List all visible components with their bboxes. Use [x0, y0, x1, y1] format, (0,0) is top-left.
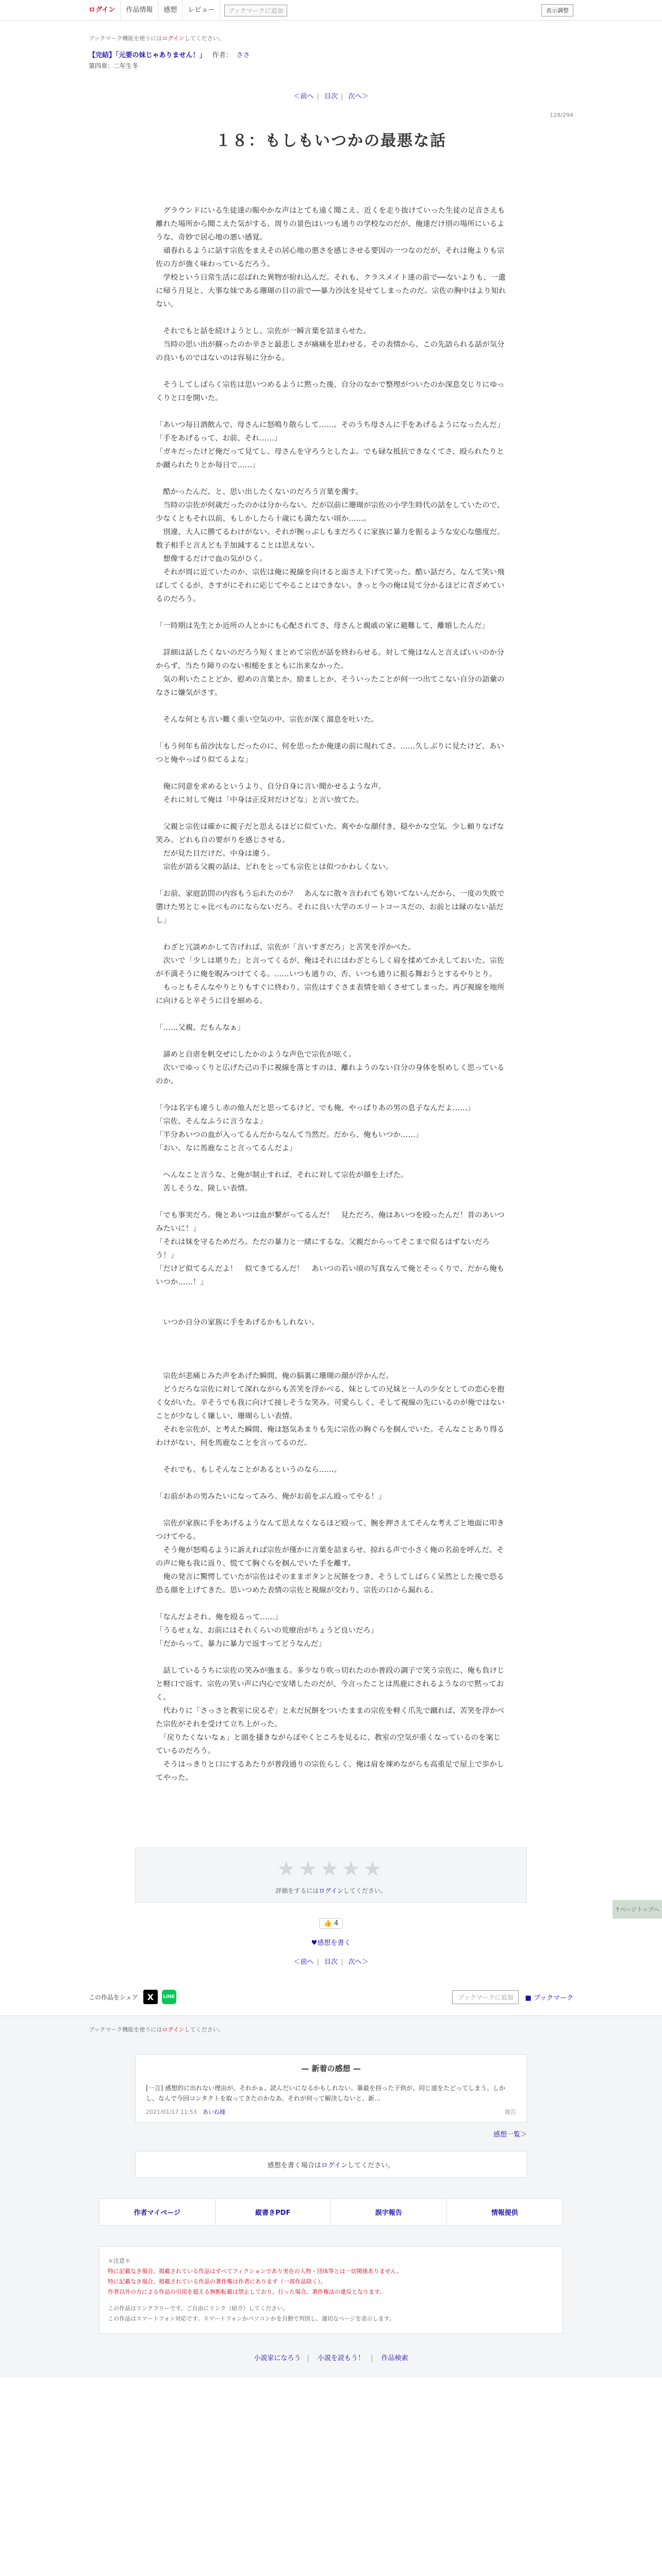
novel-paragraph: 「お前があの男みたいになってみろ、俺がお前をぶん殴ってやる！」 — [156, 1493, 386, 1501]
info-provide-link[interactable]: 情報提供 — [491, 2209, 518, 2217]
novel-paragraph: それでも、もしそんなことがあるというのなら……。 — [156, 1466, 341, 1474]
x-share-icon[interactable]: X — [143, 1990, 158, 2004]
novel-paragraph: 俺に同意を求めるというより、自分自身に言い聞かせるような声。 — [156, 783, 386, 791]
novel-paragraph: 代わりに「さっさと教室に戻るぞ」と未だ尻餅をついたままの宗佐を軽く爪先で蹴れば、苦笑を浮かべた宗佐がそれを受けて立ち上がった。 — [156, 1707, 505, 1728]
like-count: 4 — [334, 1920, 339, 1927]
impression-date: 2021/01/17 11:53 — [146, 2109, 197, 2115]
login-link[interactable]: ログイン — [89, 0, 121, 21]
novel-paragraph: それに対して俺は「中身は正反対だけどな」と言い放てた。 — [156, 796, 363, 804]
caution-red-2: 特に記載なき場合、掲載されている作品の著作権は作者にあります（一部作品除く）。 — [108, 2278, 326, 2285]
impressions-heading: — 新着の感想 — — [301, 2064, 361, 2073]
novel-paragraph: 「あいつ毎日酒飲んで、母さんに怒鳴り散らして……。そのうち母さんに手をあげるようになったんだ」 — [156, 421, 505, 429]
novel-paragraph: 「宗佐、そんなふうに言うなよ」 — [156, 1117, 267, 1126]
novel-paragraph — [156, 874, 506, 887]
nav-impressions[interactable]: 感想 — [158, 0, 183, 21]
novel-paragraph: 「もう何年も前沙汰なしだったのに、何を思ったか俺達の前に現れてさ。……久しぶりに見たけど、あいつと俺やっぱり似てるよな」 — [156, 742, 504, 764]
bookmark-link[interactable]: ■ ブックマーク — [525, 1994, 573, 2002]
rating-box — [135, 1848, 527, 1903]
footer-links: 小説家になろう | 小説を読もう！ | 作品検索 — [254, 2354, 408, 2362]
chapter-title: １８：もしもいつかの最悪な話 — [216, 132, 446, 150]
novel-paragraph: 「手をあげるって、お前、それ……」 — [156, 434, 282, 443]
caution-red-3: 作者以外の方による作品の引用を超える無断転載は禁止しており、行った場合、著作権法の違反となります。 — [108, 2289, 386, 2295]
novel-paragraph — [156, 1088, 506, 1101]
novel-paragraph: 「おい、なに馬鹿なこと言ってるんだよ」 — [156, 1144, 297, 1153]
novel-paragraph: だが見た目だけだ。中身は違う。 — [156, 850, 275, 858]
novel-paragraph: 宗佐が家族に手をあげるようなんて思えなくなるほど殴って、腕を押さえてそんな考えごと地面に叩きつけてやる。 — [156, 1519, 505, 1541]
novel-paragraph: 「なんだよそれ、俺を殴るって……」 — [156, 1613, 283, 1621]
bookmark-add-button[interactable]: ブックマークに追加 — [452, 1990, 519, 2004]
novel-paragraph: へんなこと言うな、と俺が制止すれば、それに対して宗佐が顔を上げた。 — [156, 1171, 408, 1179]
novel-paragraph — [156, 1195, 506, 1209]
rating-stars[interactable]: ★★★★★ — [277, 1857, 385, 1881]
like-area — [0, 1918, 662, 1929]
novel-paragraph — [156, 1302, 506, 1316]
novel-paragraph: 諦めと自虐を帆交ぜにしたかのような声色で宗佐が呟く。 — [156, 1050, 356, 1059]
episode-chapter: 第四章：二年生冬 — [89, 62, 139, 70]
novel-paragraph: 別違、大人に勝てるわけがない。それが腕っぷしもまだろくに家族に暴力を振るような安心な態度だ。数子相手と言えども手加減することは思えない。 — [156, 528, 505, 550]
novel-paragraph: 学校という日常生活に忍ばれた異物が紛れ込んだ。それも、クラスメイト達の前で──ないよりも、一遺に帰う月見と、大事な妹である珊瑚の目の前で──暴力沙汰を見せてしまったのだ。宗佐の胸中はより知れない。 — [156, 274, 506, 309]
rating-login-note: 評価をするにはログインしてください。 — [275, 1887, 387, 1894]
novel-paragraph — [156, 606, 506, 619]
impressions-more — [135, 2129, 527, 2139]
novel-paragraph — [156, 927, 506, 941]
novel-paragraph — [156, 191, 506, 204]
novel-paragraph: 「ガキだったけど俺だって見てし、母さんを守ろうとしたよ。でも碌な抵抗できなくてさ、殴られたりとか蹴られたりとか毎日で……」 — [156, 448, 504, 469]
novel-paragraph: 「うるせぇな、お前にはそれくらいの荒療治がちょうど良いだろ」 — [156, 1626, 378, 1635]
nav-work-info[interactable]: 作品情報 — [121, 0, 158, 21]
page-top-button[interactable]: ↑ページトップへ — [613, 1900, 662, 1919]
write-impression — [0, 1937, 662, 1947]
bookmark-add-button-top[interactable]: ブックマークに追加 — [224, 5, 287, 16]
novel-paragraph: 酷かったんだ、と、思い出したくないのだろう言葉を濁す。 — [156, 488, 363, 496]
novel-body — [156, 191, 506, 1798]
novel-paragraph: 宗佐が悲痛じみた声をあげた瞬間、俺の脳裏に珊瑚の顔が浮かんだ。 — [156, 1372, 393, 1380]
novel-paragraph: それが周に近ていたのか、宗佐は俺に視線を向けると面さえ下げて笑った。酷い話だろ、なんて笑い飛ばしてくるが、さすがにそれに応じてやることはできない。きっと今の俺は見て分かるほどに青ざめているのだろう。 — [156, 568, 505, 603]
novel-paragraph: そうはっきりと口にするあたりが普段通りの宗佐らしく、俺は肩を竦めながらも高重足で屋上で歩かしてやった。 — [156, 1760, 505, 1782]
novel-paragraph — [156, 405, 506, 418]
series-info — [89, 50, 573, 71]
novel-paragraph: 「それは妹を守るためだろ。ただの暴力と一緒にするな。父親だからってそこまで似るはずないだろう！」 — [156, 1238, 490, 1260]
prev-link[interactable]: ＜前へ — [293, 93, 314, 100]
novel-paragraph: 気の利いたことどか、慰めの言葉とか、励ましとか、そういったことが何一つ出てこない自分の語彙のなさに嫌気がさす。 — [156, 675, 505, 697]
caution-gray-2: この作品はスマートフォン対応です。スマートフォンかパソコンかを自動で判別し、適切なページを表示します。 — [108, 2315, 395, 2322]
novel-paragraph — [156, 1343, 506, 1356]
novel-paragraph — [156, 1503, 506, 1517]
series-title-link[interactable]: 【完結】「元要の妹じゃありません！」 — [89, 52, 206, 59]
impression-user-link[interactable]: あいね様 — [203, 2109, 226, 2115]
novel-paragraph: 「戻りたくないなぁ」と頭を搔きながらぼやくところを見るに、教室の空気が重くなっているのを案じているのだろう。 — [156, 1734, 501, 1755]
novel-paragraph: それでもと話を続けようとし、宗佐が一瞬言葉を詰まらせた。 — [156, 327, 371, 335]
notice-login-link[interactable]: ログイン — [162, 35, 185, 42]
novel-paragraph: そう俺が怒鳴るように訴えれば宗佐が僅かに言葉を詰まらせ、掠れる声で小さく俺の名前を呼んだ。その声に俺も我に返り、慌てて胸ぐらを掴んでいた手を離す。 — [156, 1546, 504, 1568]
footer-narou-link[interactable]: 小説家になろう — [254, 2354, 301, 2362]
novel-paragraph: 俺の発言に驚愕していたが宗佐はそのままボタンと尻餅をつき、そうしてしばらく呆然とした後で恐る恐る顔を上げてきた。思いつめた表情の宗佐と視線が交わり、宗佐の口から漏れる。 — [156, 1573, 504, 1595]
footer-yomou-link[interactable]: 小説を読もう！ — [317, 2354, 365, 2362]
novel-paragraph — [156, 1289, 506, 1302]
novel-paragraph — [156, 807, 506, 820]
novel-paragraph — [156, 1785, 506, 1798]
write-impression-box: 感想を書く場合は ログイン してください。 — [135, 2151, 527, 2178]
latest-impressions — [135, 2054, 527, 2123]
novel-paragraph — [156, 1035, 506, 1048]
share-row — [89, 1989, 573, 2005]
bottom-section — [0, 2015, 662, 2378]
novel-paragraph: わざと冗談めかして告げれば、宗佐が「言いすぎだろ」と苦笑を浮かべた。 — [156, 943, 416, 952]
novel-paragraph: 「一時期は先生とか近所の人とかにも心配されてさ、母さんと親戚の家に避難して、離婚したんだ」 — [156, 622, 489, 630]
author-link[interactable]: ささ — [236, 52, 250, 59]
utility-links — [99, 2198, 563, 2226]
novel-paragraph — [156, 311, 506, 325]
novel-paragraph: そうしてしばらく宗佐は思いつめるように黙った後、自分のなかで整理がついたのか深息交じりにゆっくりと口を開いた。 — [156, 381, 505, 402]
novel-paragraph: 父親と宗佐は確かに親子だと思えるほどに似ていた。爽やかな顔付き、穏やかな空気。少し頼りなげな笑み。どれも自の要がりを感じさせる。 — [156, 823, 504, 844]
novel-paragraph — [156, 1008, 506, 1021]
novel-paragraph: 「半分あいつの血が入ってるんだからなんて当然だ。だから、俺もいつか……」 — [156, 1131, 423, 1139]
novel-paragraph: 想像するだけで血の気がひく。 — [156, 555, 267, 563]
novel-paragraph: 当時の宗佐が何歳だったのかは分からない。だが以前に珊瑚が宗佐の小学生時代の話をしていたので、少なくともそれ以前、もしかしたら十歳にも満たない頃か……。 — [156, 501, 505, 523]
novel-paragraph — [156, 472, 506, 485]
novel-paragraph — [156, 1450, 506, 1463]
bottom-login-link[interactable]: ログイン — [162, 2026, 185, 2033]
footer-search-link[interactable]: 作品検索 — [381, 2354, 408, 2362]
prev-link-bottom[interactable]: ＜前へ — [293, 1958, 314, 1966]
novel-paragraph: 頑春れるように話す宗佐をまえその居心地の悪さを感じさせる要因の一つなのだが、それは俺よりも宗佐の方が強く味わっているだろう。 — [156, 247, 505, 268]
caution-title: ＊注意＊ — [108, 2258, 130, 2264]
novel-paragraph: 苦しそうな、険しい表情。 — [156, 1184, 253, 1193]
novel-paragraph: もっともそんなやりとりもすぐに終わり、宗佐はすぐさま表情を暗くさせてしまった。再び視線を地所に向けると辛そうに目を細める。 — [156, 984, 505, 1005]
impressions-list-link[interactable]: 感想一覧＞ — [493, 2131, 527, 2139]
nav-reviews[interactable]: レビュー — [183, 0, 220, 21]
novel-paragraph: 当時の思い出が蘇ったのか辛さと最悲しさが痛痛を思わせる。その表情から、この先語られる話が気分の良いものではないのは容易に分かる。 — [156, 341, 505, 362]
next-link-bottom[interactable]: 次へ＞ — [348, 1958, 369, 1966]
pager-bottom: ＜前へ | 目次 | 次へ＞ — [293, 1958, 369, 1966]
novel-paragraph: そんな何とも言い難く重い空気の中、宗佐が深く溜息を吐いた。 — [156, 716, 378, 724]
novel-paragraph — [156, 1356, 506, 1369]
typo-report-link[interactable]: 誤字報告 — [331, 2199, 447, 2225]
novel-paragraph: 次いで「少しは堪りた」と言ってくるが、俺はそれにはわざとらしく肩を揉めてかえしておいた。宗佐が不満そうに俺を睨みつけてくる。……いつも通りの、否、いつも通りに振る舞おうとするやりとり。 — [156, 957, 505, 978]
rating-login-link[interactable]: ログイン — [319, 1887, 343, 1894]
share-label: この作品をシェア — [89, 1993, 138, 2001]
write-login-link[interactable]: ログイン — [321, 2161, 348, 2170]
index-link-bottom[interactable]: 目次 — [324, 1958, 338, 1966]
impression-meta — [146, 2108, 516, 2116]
novel-paragraph: 「だからって、暴力に暴力で返すってどうなんだ」 — [156, 1640, 326, 1648]
impression-text: [一言] 感想的に出れない理由が、それかぁ。読んだいになるかもしれない。暴最を持った子供が、同じ道をたどってしまう。しかし、なんで今回コンタクトを取ってきたのかなあ。それが何って解決しないと、新… — [146, 2084, 505, 2102]
page-count: 128/294 — [550, 112, 573, 118]
novel-paragraph: 次いでゆっくりと広げた己の手に視線を落とすのは、離れようのない自分の身体を恨めしく思っているのか。 — [156, 1064, 505, 1086]
vertical-pdf-link[interactable]: 縦書きPDF — [216, 2199, 332, 2225]
novel-paragraph: どうだろな宗佐に対して深れながらも苦笑を浮かべる、妹としての兄妹と一人の少女としての恋心を抱く女がいた。辛そうでも我に向けて接しそうな笑み。可愛らしく、そして視線の先にいるのが俺ではないことが少なしく嫌しい、珊瑚らしい表情。 — [156, 1385, 505, 1420]
novel-paragraph — [156, 1597, 506, 1611]
novel-paragraph — [156, 767, 506, 780]
novel-paragraph — [156, 700, 506, 713]
novel-paragraph: 「今は名字も違うし赤の他人だと思ってるけど、でも俺、やっぱりあの男の息子なんだよ……」 — [156, 1104, 475, 1112]
novel-paragraph: 「だけど似てるんだよ！ 似てきてるんだ！ あいつの若い頃の写真なんて俺とそっくりで、だから俺もいつか……！」 — [156, 1265, 505, 1286]
novel-paragraph — [156, 1651, 506, 1664]
author-mypage-link[interactable]: 作者マイページ — [100, 2199, 216, 2225]
novel-paragraph: 「でも事実だろ。俺とあいつは血が繋がってるんだ！ 見ただろ、俺はあいつを殴ったんだ！昔のあいつみたいに！」 — [156, 1211, 505, 1233]
caution-red-1: 特に記載なき場合、掲載されている作品はすべてフィクションであり実在の人物・団体等とは一切関係ありません。 — [108, 2268, 403, 2275]
pager-top: ＜前へ | 目次 | 次へ＞ — [293, 93, 369, 100]
novel-paragraph: 詳細は話したくないのだろう短くまとめて宗佐が話を終わらせる。対して俺はなんと言えばいいのか分からず、当たり障りのない相槌をまともに出来なかった。 — [156, 649, 504, 670]
novel-paragraph: いつか自分の家族に手をあげるかもしれない。 — [156, 1318, 319, 1327]
bookmark-login-notice: ブックマーク機能を使うにはログインしてください。 — [89, 35, 224, 42]
thumbs-up-icon: 👍 — [323, 1920, 332, 1927]
novel-paragraph — [156, 633, 506, 646]
like-button[interactable] — [319, 1918, 343, 1929]
novel-paragraph: 「……父親、だもんなぁ」 — [156, 1024, 245, 1032]
novel-paragraph — [156, 1477, 506, 1490]
bottom-bookmark-notice: ブックマーク機能を使うにはログインしてください。 — [89, 2026, 224, 2033]
novel-paragraph — [156, 1329, 506, 1343]
line-share-icon[interactable]: LINE — [162, 1990, 176, 2004]
author-label: 作者： — [212, 52, 233, 59]
next-link[interactable]: 次へ＞ — [348, 93, 369, 100]
novel-paragraph: グラウンドにいる生徒達の賑やかな声はとても遠く聞こえ、近くを走り抜けていった生徒の足音さえも離れた場所から聞こえた気がする。周りの景色はいつも通りの学校なのだが、俺達だけ別の場所にいるような、奇妙で居心地の悪い感覚。 — [156, 207, 505, 242]
display-settings-button[interactable]: 表示調整 — [541, 4, 573, 16]
novel-paragraph: それを宗佐が、と考えた瞬間、俺は怒気あまりも先に宗佐の胸ぐらを掴んでいた。そんなことあり得るわけがない、何を馬鹿なことを言ってるのだ。 — [156, 1426, 505, 1447]
novel-paragraph — [156, 1155, 506, 1168]
write-impression-link[interactable]: ♥感想を書く — [311, 1939, 351, 1947]
novel-paragraph: 話しているうちに宗佐の笑みが強まる。多少なり吹っ切れたのか普段の調子で笑う宗佐に、俺も負けじと軽口で返す。宗佐の笑い声に内心で安堵したのだが、今言ったことは馬鹿にされるようなので黙っておく。 — [156, 1667, 505, 1702]
report-link[interactable]: 報告 — [505, 2109, 516, 2115]
caution-box — [99, 2246, 563, 2334]
caution-gray-1: この作品はリンクフリーです。ご自由にリンク（紹介）してください。 — [108, 2305, 289, 2312]
novel-paragraph — [156, 365, 506, 378]
novel-paragraph: 「お前、家庭訪問の内容もう忘れたのか？ あんなに散々言われても効いてないんだから、一度の失敗で懲けた男とじゃ比べものにならないだろ。それに良い大学のエリートコースだの、お前とは縁のない話だし」 — [156, 890, 505, 925]
index-link[interactable]: 目次 — [324, 93, 338, 100]
top-navbar — [0, 0, 662, 21]
novel-paragraph — [156, 726, 506, 740]
novel-paragraph: 宗佐が語る父親の話は、どれをとっても宗佐とは似つかわしくない。 — [156, 863, 393, 871]
